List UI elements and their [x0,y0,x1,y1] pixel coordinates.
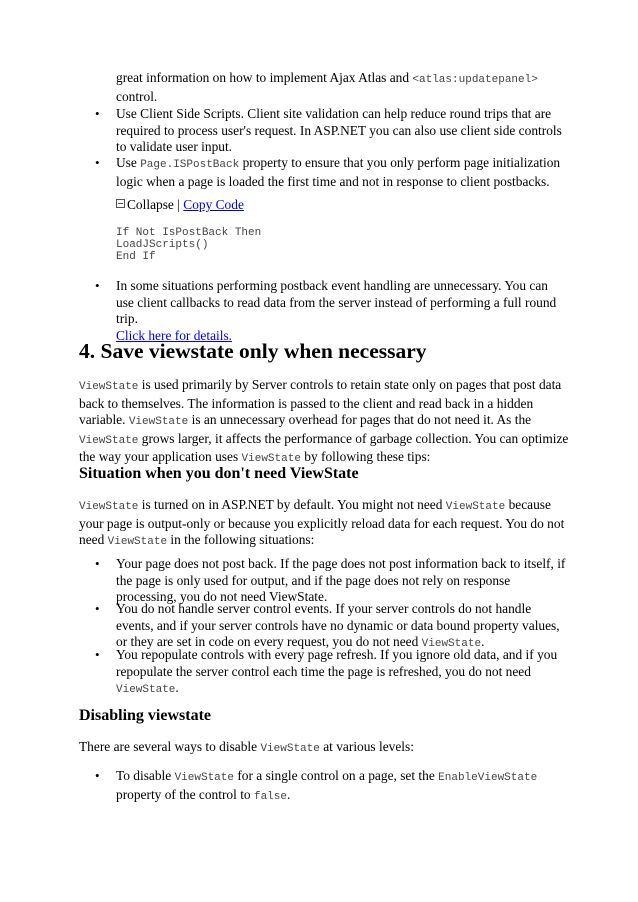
list-item: Use Page.ISPostBack property to ensure that you only perform page initialization logic when a page is loaded the first time and not in response to client postbacks. [116,155,561,189]
list-item: You repopulate controls with every page refresh. If you ignore old data, and if you repopulate the server control each time the page is refreshed, you do not need ViewState. [116,647,558,696]
bullet-icon: • [95,106,100,121]
list-item: great information on how to implement Ajax Atlas and <atlas:updatepanel> control. [116,70,538,104]
bullet-icon: • [95,155,100,170]
list-item: Use Client Side Scripts. Client site validation can help reduce round trips that are required to process user's request. In ASP.NET you can also use client side controls to validate user input. [116,106,562,154]
collapse-icon[interactable] [116,199,125,208]
bullet-icon: • [95,278,100,293]
bullet-icon: • [95,601,100,616]
bullet-icon: • [95,768,100,783]
paragraph: ViewState is used primarily by Server controls to retain state only on pages that post data back to themselves. The information is passed to the client and read back in a hidden variable. ViewState is an unnecessary overhead for pages that do not need it. As the ViewState grows larger, it affects the performance of garbage collection. You can optimize the way your application uses ViewState by following these tips: [79,377,569,465]
inline-code: <atlas:updatepanel> [412,74,538,86]
collapse-label[interactable]: Collapse [127,197,174,212]
bullet-icon: • [95,556,100,571]
details-link[interactable]: Click here for details. [116,327,233,343]
list-item: Your page does not post back. If the page does not post information back to itself, if the page is only used for output, and if the page does not rely on response processing, you do not need ViewState. [116,556,566,604]
list-item: In some situations performing postback event handling are unnecessary. You can use client callbacks to read data from the server instead of performing a full round trip. Click here for details. [116,278,557,343]
list-item: You do not handle server control events. If your server controls do not handle events, and if your server controls have no dynamic or data bound property values, or they are set in code on every request, you do not need ViewState. [116,601,560,650]
list-item: To disable ViewState for a single control on a page, set the EnableViewState property of the control to false. [116,768,538,803]
subsection-heading: Disabling viewstate [79,707,211,724]
copy-code-link[interactable]: Copy Code [183,197,244,212]
paragraph: ViewState is turned on in ASP.NET by default. You might not need ViewState because your page is output-only or because you explicitly reload data for each request. You do not need ViewState in the following situations: [79,497,565,548]
section-heading: 4. Save viewstate only when necessary [79,339,427,363]
subsection-heading: Situation when you don't need ViewState [79,465,359,482]
code-block: If Not IsPostBack Then LoadJScripts() End If [116,227,262,263]
inline-code: Page.ISPostBack [140,159,240,171]
paragraph: There are several ways to disable ViewState at various levels: [79,739,414,755]
bullet-icon: • [95,647,100,662]
code-toolbar: Collapse | Copy Code [116,197,244,213]
